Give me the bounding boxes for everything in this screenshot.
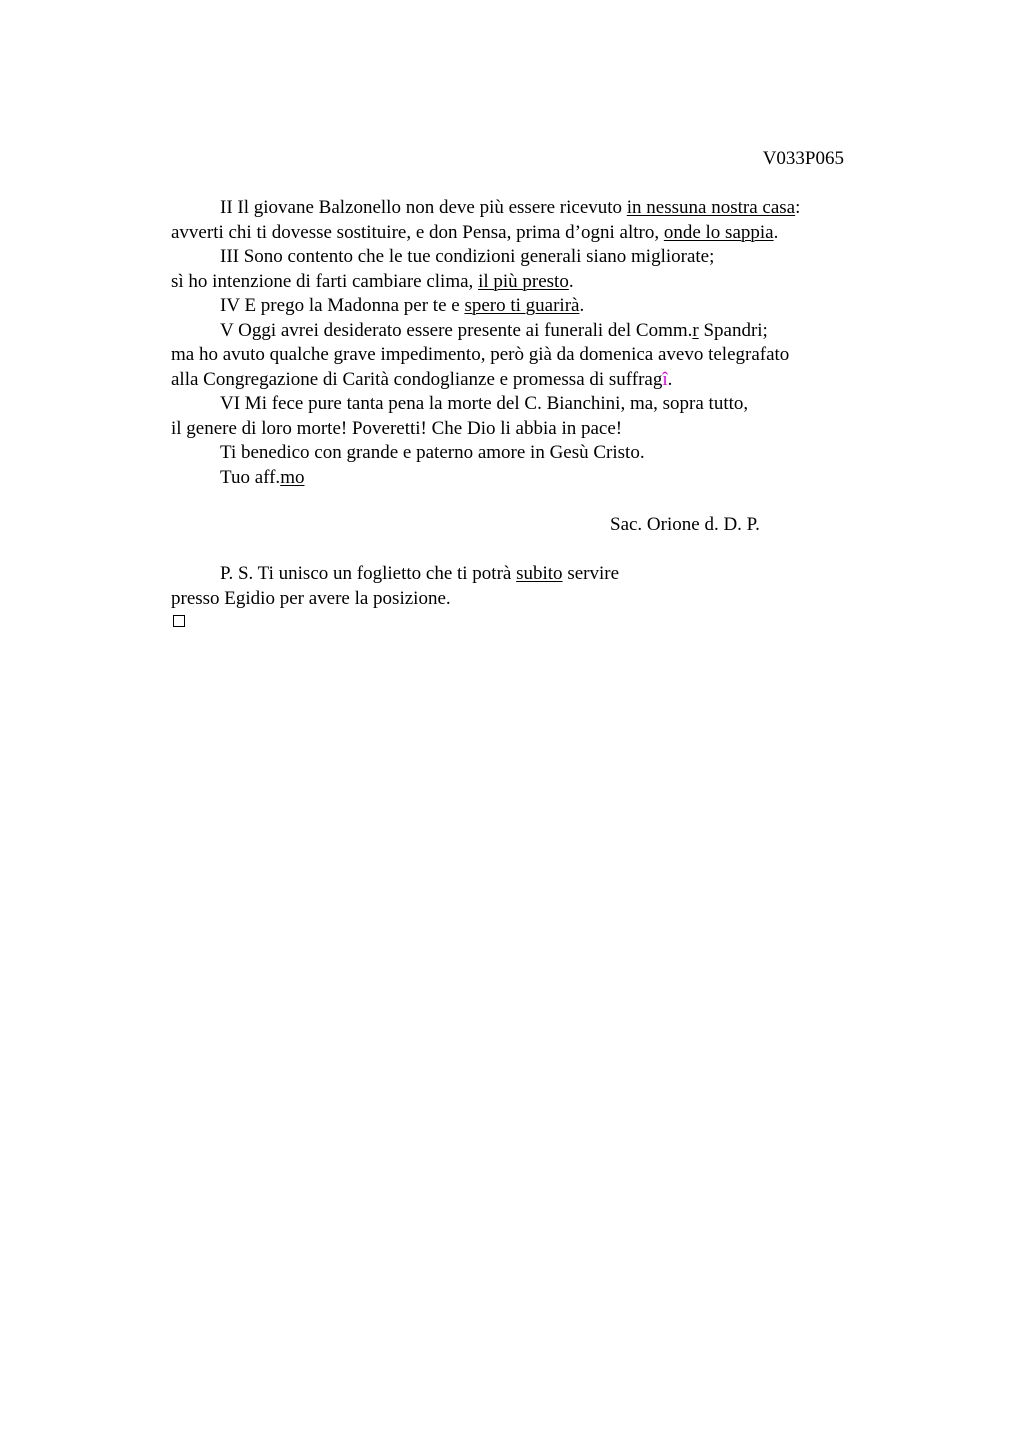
text-run: P. S. Ti unisco un foglietto che ti potrà — [220, 563, 517, 584]
paragraph-v-line-3 — [171, 368, 871, 393]
underlined-text: mo — [280, 466, 305, 488]
paragraph-v-line-1 — [171, 319, 871, 344]
text-run: II Il giovane Balzonello non deve più essere ricevuto — [220, 197, 627, 218]
postscript — [171, 562, 871, 611]
letter-body — [171, 196, 871, 490]
text-run: servire — [562, 563, 620, 584]
paragraph-ii-line-1 — [171, 196, 871, 221]
text-run: . — [579, 295, 585, 316]
text-run: IV E prego la Madonna per te e — [220, 295, 465, 316]
text-run: il genere di loro morte! Poveretti! Che Dio li abbia in pace! — [171, 417, 623, 439]
end-marker-box-icon — [173, 615, 185, 627]
underlined-text: onde lo sappia — [663, 221, 774, 243]
underlined-text: subito — [516, 563, 563, 584]
text-run: Tuo aff. — [220, 466, 281, 488]
signature: Sac. Orione d. D. P. — [610, 514, 760, 535]
highlighted-character: î — [662, 368, 668, 390]
underlined-text: spero ti guarirà — [464, 295, 580, 316]
paragraph-vi-line-2 — [171, 417, 871, 442]
text-run: . — [568, 270, 574, 292]
text-run: V Oggi avrei desiderato essere presente ai funerali del Comm. — [220, 319, 693, 341]
paragraph-iv — [171, 294, 871, 319]
postscript-line-2: presso Egidio per avere la posizione. — [171, 587, 451, 609]
blessing-line: Ti benedico con grande e paterno amore in Gesù Cristo. — [220, 442, 645, 463]
text-run: alla Congregazione di Carità condoglianze e promessa di suffrag — [171, 368, 663, 390]
text-run: Spandri; — [698, 319, 768, 341]
paragraph-ii-line-2 — [171, 221, 871, 246]
closing-line — [171, 466, 871, 491]
text-run: : — [795, 197, 801, 218]
postscript-line-1 — [171, 562, 871, 587]
text-run: VI Mi fece pure tanta pena la morte del C. Bianchini, ma, sopra tutto, — [220, 393, 749, 414]
text-run: avverti chi ti dovesse sostituire, e don Pensa, prima d’ogni altro, — [171, 221, 664, 243]
page-reference: V033P065 — [762, 148, 844, 169]
paragraph-iii-line-2 — [171, 270, 871, 295]
underlined-text: r — [692, 319, 699, 341]
paragraph-vi-line-1 — [171, 392, 871, 417]
text-run: . — [773, 221, 779, 243]
paragraph-iii-line-1 — [171, 245, 871, 270]
paragraph-v-line-2 — [171, 343, 871, 368]
text-run: sì ho intenzione di farti cambiare clima, — [171, 270, 479, 292]
text-run: III Sono contento che le tue condizioni generali siano migliorate; — [220, 246, 715, 267]
text-run: ma ho avuto qualche grave impedimento, però già da domenica avevo telegrafato — [171, 344, 790, 365]
text-run: . — [667, 368, 673, 390]
underlined-text: in nessuna nostra casa — [626, 197, 796, 218]
underlined-text: il più presto — [478, 270, 569, 292]
